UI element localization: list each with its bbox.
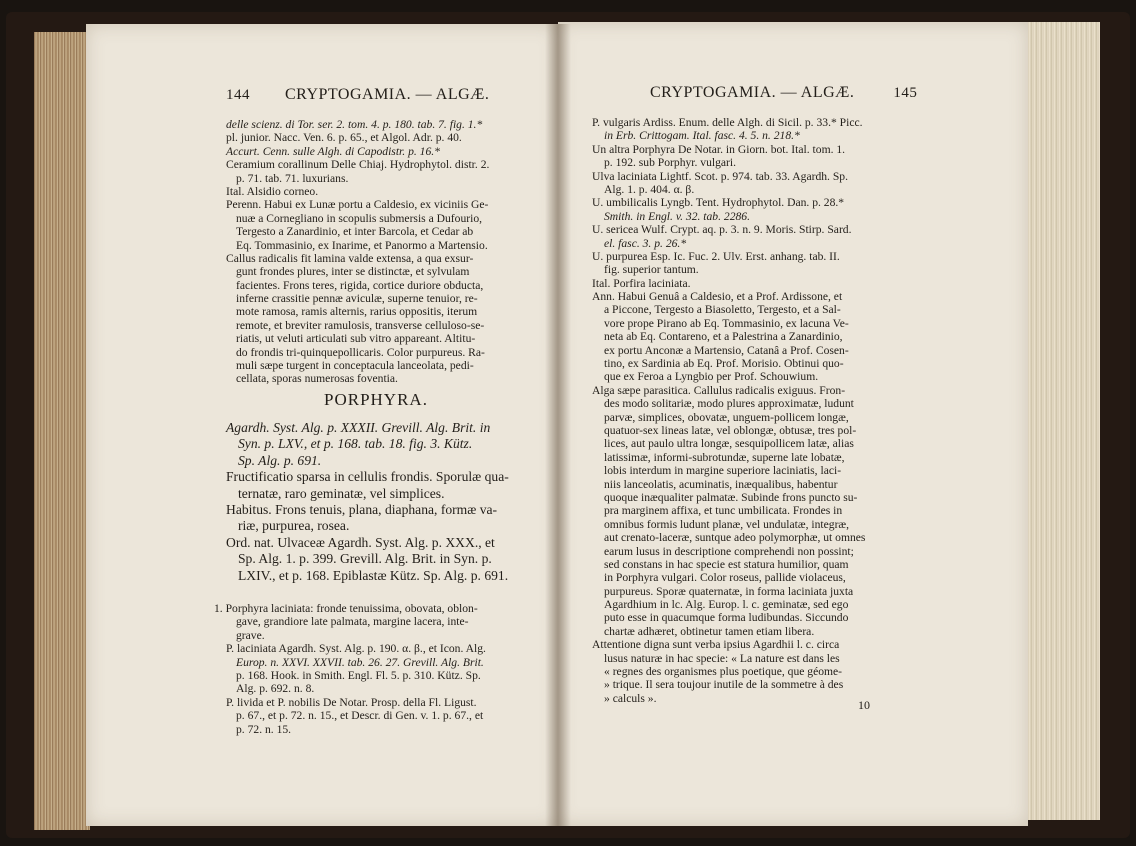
text-line: lobis interdum in margine superiore laciniatis, laci-: [604, 464, 842, 478]
text-line: pra marginem affixa, et tunc umbilicata. Frondes in: [604, 504, 843, 518]
text-line: p. 71. tab. 71. luxurians.: [236, 171, 349, 185]
text-line: Europ. n. XXVI. XXVII. tab. 26. 27. Grevill. Alg. Brit.: [236, 655, 484, 669]
text-line: lusus naturæ in hac specie: « La nature est dans les: [604, 651, 840, 665]
text-line: Ulva laciniata Lightf. Scot. p. 974. tab. 33. Agardh. Sp.: [592, 169, 848, 183]
signature-mark: 10: [858, 698, 870, 712]
text-line: Sp. Alg. 1. p. 399. Grevill. Alg. Brit. in Syn. p.: [238, 551, 492, 567]
text-line: omnibus formis ludunt planæ, vel undulatæ, integræ,: [604, 517, 850, 531]
text-line: facientes. Frons teres, rigida, cortice duriore obducta,: [236, 278, 484, 292]
right-page-edges: [1018, 22, 1100, 820]
left-page-edges: [34, 32, 90, 830]
text-line: earum lusus in descriptione comprehendi non possint;: [604, 544, 854, 558]
text-line: Perenn. Habui ex Lunæ portu a Caldesio, ex viciniis Ge-: [226, 198, 489, 212]
text-line: p. 192. sub Porphyr. vulgari.: [604, 156, 737, 170]
left-page-number: 144: [226, 87, 250, 103]
text-line: chartæ adhæret, obtinetur tamen etiam libera.: [604, 624, 815, 638]
text-line: el. fasc. 3. p. 26.*: [604, 236, 687, 250]
text-line: Agardhium in lc. Alg. Europ. l. c. geminatæ, sed ego: [604, 598, 849, 612]
text-line: Alg. 1. p. 404. α. β.: [604, 182, 695, 196]
text-line: cellata, sporas numerosas foventia.: [236, 372, 398, 386]
text-line: pl. junior. Nacc. Ven. 6. p. 65., et Algol. Adr. p. 40.: [226, 131, 462, 145]
text-line: 1. Porphyra laciniata: fronde tenuissima, obovata, oblon-: [214, 602, 478, 615]
section-title-porphyra: PORPHYRA.: [324, 390, 428, 409]
right-running-head: [650, 84, 917, 102]
text-line: Ital. Alsidio corneo.: [226, 184, 319, 198]
text-line: p. 72. n. 15.: [236, 722, 292, 736]
text-line: grave.: [236, 628, 265, 642]
text-line: riatis, ut veluti articulati sub vitro appareant. Altitu-: [236, 332, 476, 346]
text-line: riæ, purpurea, rosea.: [238, 518, 350, 534]
text-line: vore prope Pirano ab Eq. Tommasinio, ex lacuna Ve-: [604, 316, 849, 330]
text-line: Fructificatio sparsa in cellulis frondis. Sporulæ qua-: [226, 469, 509, 485]
text-line: remote, et breviter ramulosis, transverse celluloso-se-: [236, 318, 485, 332]
left-running-head: [226, 86, 489, 104]
text-line: gave, grandiore late palmata, margine lacera, inte-: [236, 615, 469, 629]
text-line: p. 67., et p. 72. n. 15., et Descr. di Gen. v. 1. p. 67., et: [236, 709, 484, 723]
text-line: que ex Feroa a Lyngbio per Prof. Schouwium.: [604, 370, 819, 384]
text-line: gunt frondes plures, inter se distinctæ, et sylvulam: [236, 265, 470, 279]
text-line: » trique. Il sera toujour inutile de la sommetre à des: [604, 678, 844, 692]
right-page-number: 145: [893, 85, 918, 101]
text-line: purpureus. Sporæ quaternatæ, in forma laciniata juxta: [604, 584, 854, 598]
text-line: » calculs ».: [604, 691, 657, 705]
text-line: U. umbilicalis Lyngb. Tent. Hydrophytol. Dan. p. 28.*: [592, 196, 845, 210]
text-line: Ann. Habui Genuâ a Caldesio, et a Prof. Ardissone, et: [592, 290, 843, 304]
text-line: latissimæ, informi-subrotundæ, superne late lobatæ,: [604, 450, 845, 464]
text-line: nuæ a Corneglianо in scopulis submersis a Dufourio,: [236, 211, 483, 225]
text-line: parvæ, simplices, obovatæ, unguem-pollicem longæ,: [604, 410, 849, 424]
text-line: Smith. in Engl. v. 32. tab. 2286.: [604, 209, 750, 223]
text-line: aut crenato-laceræ, suntque adeo polymorphæ, ut omnes: [604, 531, 866, 545]
left-page: [86, 24, 558, 826]
text-line: Accurt. Cenn. sulle Algh. di Capodistr. p. 16.*: [226, 144, 440, 158]
text-line: P. vulgaris Ardiss. Enum. delle Algh. di Sicil. p. 33.* Picc.: [592, 116, 863, 129]
text-line: Sp. Alg. p. 691.: [238, 452, 322, 468]
text-line: Alg. p. 692. n. 8.: [236, 682, 315, 696]
text-line: delle scienz. di Tor. ser. 2. tom. 4. p. 180. tab. 7. fig. 1.*: [226, 118, 483, 131]
text-line: sed constans in hac specie est statura humilior, quam: [604, 557, 849, 571]
text-line: ex portu Anconæ a Martensio, Catanâ a Prof. Cosen-: [604, 343, 849, 357]
text-line: mote ramosa, ramis alternis, rarius oppositis, iterum: [236, 305, 478, 319]
text-line: quatuor-sex lineas latæ, vel oblongæ, obtusæ, tres pol-: [604, 423, 857, 437]
text-line: Eq. Tommasinio, ex Inarime, et Panormo a Martensio.: [236, 238, 488, 252]
text-line: tino, ex Sardinia ab Eq. Prof. Morisio. Obtinui quo-: [604, 357, 844, 371]
text-line: des modo solitariæ, modo plures approximatæ, ludunt: [604, 397, 854, 411]
book-gutter: [545, 24, 571, 826]
text-line: a Piccone, Tergesto a Biasoletto, Tergesto, et a Sal-: [604, 303, 841, 317]
text-line: Ital. Porfira laciniata.: [592, 276, 691, 290]
text-line: Alga sæpe parasitica. Callulus radicalis exiguus. Fron-: [592, 383, 846, 397]
left-block-top: [214, 118, 489, 386]
text-line: Habitus. Frons tenuis, plana, diaphana, formæ va-: [226, 501, 498, 517]
left-block-bottom: [214, 602, 486, 736]
text-line: puto esse in quacumque forma ludibundas. Siccundo: [604, 611, 849, 625]
text-line: LXIV., et p. 168. Epiblastæ Kütz. Sp. Alg. p. 691.: [238, 567, 509, 583]
text-line: Un altra Porphyra De Notar. in Giorn. bot. Ital. tom. 1.: [592, 142, 846, 156]
text-line: P. laciniata Agardh. Syst. Alg. p. 190. α. β., et Icon. Alg.: [226, 642, 486, 656]
text-line: neta ab Eq. Contareno, et a Palestrina a Zanardinio,: [604, 330, 843, 344]
text-line: Agardh. Syst. Alg. p. XXXII. Grevill. Alg. Brit. in: [226, 420, 491, 435]
text-line: ternatæ, raro geminatæ, vel simplices.: [238, 485, 445, 501]
text-line: in Erb. Crittogam. Ital. fasc. 4. 5. n. 218.*: [604, 129, 800, 143]
text-line: p. 168. Hook. in Smith. Engl. Fl. 5. p. 310. Kütz. Sp.: [236, 668, 481, 682]
left-head-title: CRYPTOGAMIA. — ALGÆ.: [285, 86, 490, 103]
text-line: U. purpurea Esp. Ic. Fuc. 2. Ulv. Erst. anhang. tab. II.: [592, 249, 840, 263]
text-line: Callus radicalis fit lamina valde extensa, a qua exsur-: [226, 251, 474, 265]
text-line: quoque inæqualiter palmatæ. Subinde frons puncto su-: [604, 490, 858, 504]
text-line: inferne crassitie pennæ aviculæ, superne tenuior, re-: [236, 292, 478, 306]
right-head-title: CRYPTOGAMIA. — ALGÆ.: [650, 84, 855, 101]
text-line: U. sericea Wulf. Crypt. aq. p. 3. n. 9. Moris. Stirp. Sard.: [592, 223, 852, 237]
text-line: fig. superior tantum.: [604, 263, 699, 277]
text-line: do frondis tri-quinquepollicaris. Color purpureus. Ra-: [236, 345, 485, 359]
text-line: Attentione digna sunt verba ipsius Agardhii l. c. circa: [592, 638, 840, 652]
text-line: Ceramium corallinum Delle Chiaj. Hydrophytol. distr. 2.: [226, 158, 490, 172]
left-block-mid: [226, 420, 509, 584]
right-page: [558, 22, 1028, 826]
text-line: niis lanceolatis, acuminatis, inæqualibus, habentur: [604, 477, 838, 491]
text-line: Tergesto a Zanardinio, et inter Barcola, et Cedar ab: [236, 225, 474, 239]
right-text-block: [592, 116, 865, 705]
text-line: Syn. p. LXV., et p. 168. tab. 18. fig. 3. Kütz.: [238, 436, 473, 452]
text-line: muli sæpe turgent in conceptacula lanceolata, pedi-: [236, 359, 474, 373]
text-line: « regnes des organismes plus poetique, que géome-: [604, 665, 843, 679]
text-line: lices, aut paulo ultra longæ, sesquipollicem latæ, alias: [604, 437, 854, 451]
text-line: P. livida et P. nobilis De Notar. Prosp. della Fl. Ligust.: [226, 695, 477, 709]
text-line: Ord. nat. Ulvaceæ Agardh. Syst. Alg. p. XXX., et: [226, 534, 495, 550]
text-line: in Porphyra vulgari. Color roseus, pallide violaceus,: [604, 571, 846, 585]
